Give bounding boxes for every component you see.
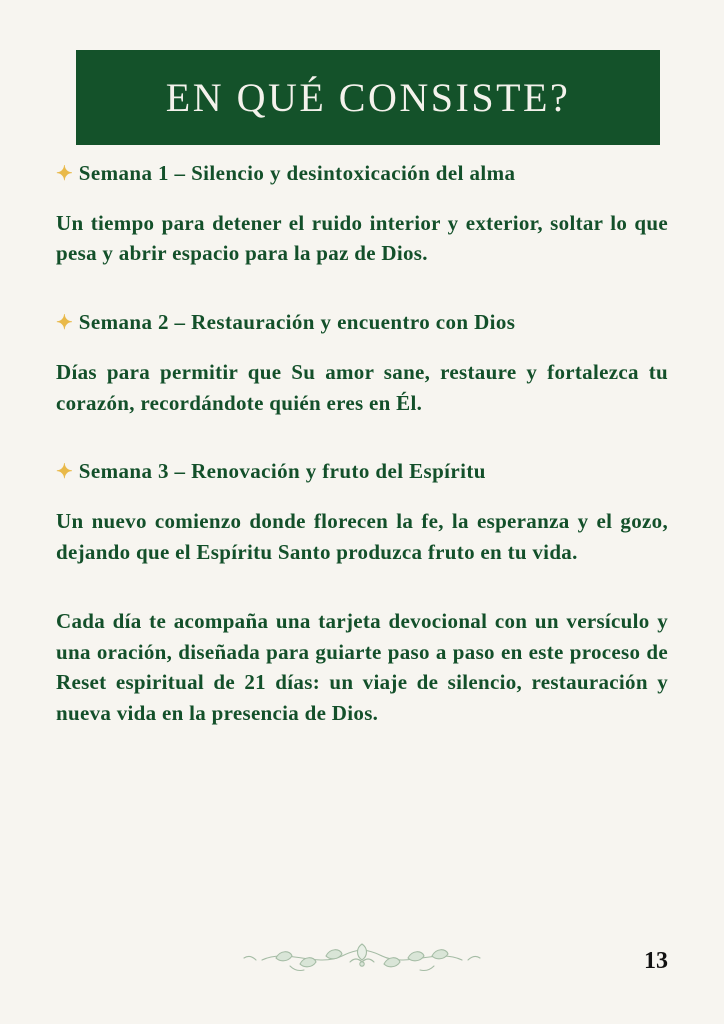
- page-number: 13: [644, 948, 668, 974]
- page-content: [56, 158, 668, 729]
- sparkle-icon: ✦: [56, 163, 73, 185]
- section-heading-text: Semana 3 – Renovación y fruto del Espíritu: [78, 459, 486, 484]
- section-paragraph: Días para permitir que Su amor sane, restaure y fortalezca tu corazón, recordándote quién eres en Él.: [56, 359, 668, 415]
- section-heading: [56, 307, 668, 339]
- section-week-2: [56, 307, 668, 418]
- spacer: [56, 345, 668, 357]
- section-week-1: [56, 158, 668, 269]
- spacer: [56, 586, 668, 606]
- spacer: [56, 287, 668, 307]
- page-footer: [0, 934, 724, 994]
- section-paragraph: Un tiempo para detener el ruido interior y exterior, soltar lo que pesa y abrir espacio para la paz de Dios.: [56, 210, 668, 266]
- sparkle-icon: ✦: [56, 461, 73, 484]
- spacer: [56, 196, 668, 208]
- section-heading: [56, 456, 668, 488]
- sparkle-icon: ✦: [56, 312, 73, 335]
- page-title-banner: [76, 50, 660, 145]
- section-week-3: [56, 456, 668, 567]
- section-paragraph: Un nuevo comienzo donde florecen la fe, la esperanza y el gozo, dejando que el Espíritu Santo produzca fruto en tu vida.: [56, 508, 668, 564]
- page-title: EN QUÉ CONSISTE?: [165, 75, 571, 120]
- section-heading-text: Semana 2 – Restauración y encuentro con Dios: [78, 310, 516, 335]
- floral-divider-ornament: [242, 934, 482, 980]
- section-heading: [56, 158, 668, 190]
- closing-paragraph: Cada día te acompaña una tarjeta devocional con un versículo y una oración, diseñada para guiarte paso a paso en este proceso de Reset espiritual de 21 días: un viaje de silencio, restauración y nueva vida en la presencia de Dios.: [56, 608, 668, 726]
- spacer: [56, 436, 668, 456]
- spacer: [56, 494, 668, 506]
- section-heading-text: Semana 1 – Silencio y desintoxicación del alma: [78, 161, 516, 185]
